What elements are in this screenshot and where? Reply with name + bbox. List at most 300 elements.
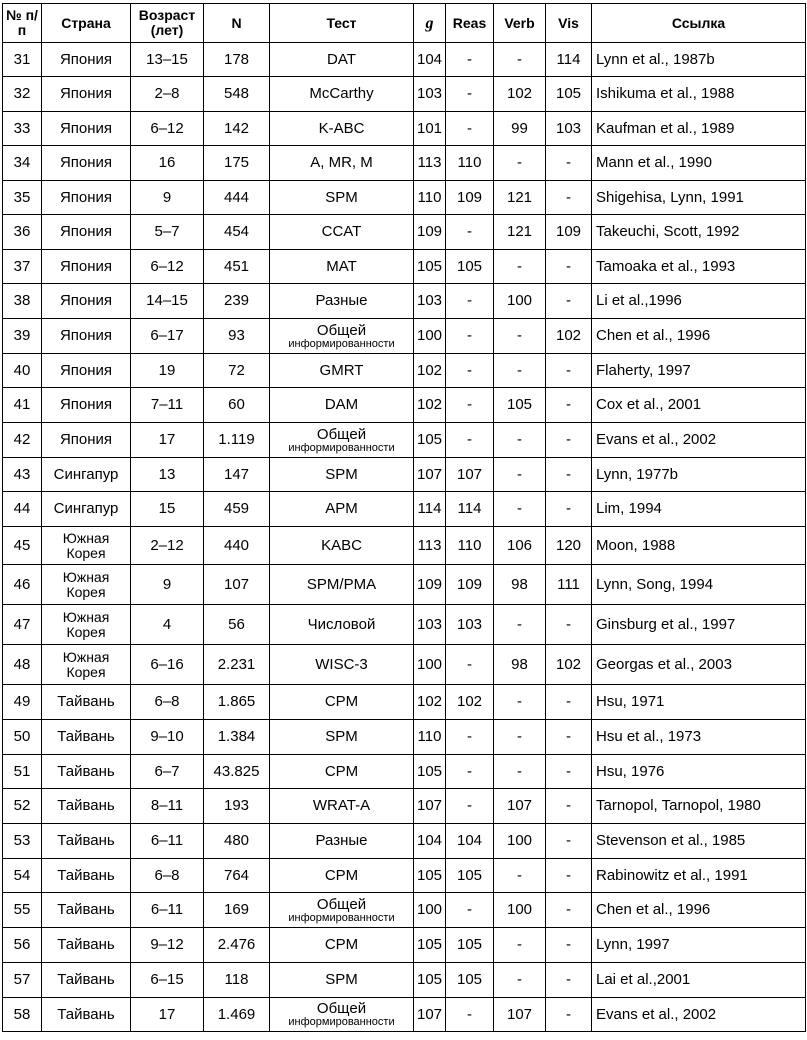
visual-score-cell: - [546,928,592,963]
visual-score-cell: - [546,824,592,859]
reference-cell: Chen et al., 1996 [592,893,806,928]
age-cell: 8–11 [131,789,204,824]
header-n: N [204,4,270,43]
row-number-cell: 51 [3,755,42,789]
row-number-cell: 33 [3,112,42,146]
test-cell [270,319,414,354]
test-cell: SPM/PMA [270,565,414,605]
header-g: g [414,4,446,43]
reasoning-score-cell: - [446,319,494,354]
table-row [3,319,806,354]
g-score-cell: 102 [414,685,446,720]
row-number-cell: 55 [3,893,42,928]
row-number-cell: 48 [3,645,42,685]
age-cell: 6–12 [131,250,204,284]
reference-cell: Ishikuma et al., 1988 [592,77,806,112]
g-score-cell: 101 [414,112,446,146]
age-cell: 2–12 [131,527,204,565]
country-cell: Япония [42,250,131,284]
visual-score-cell: - [546,859,592,893]
reference-cell: Ginsburg et al., 1997 [592,605,806,645]
row-number-cell: 56 [3,928,42,963]
sample-size-cell: 175 [204,146,270,181]
verbal-score-cell: - [494,43,546,77]
row-number-cell: 53 [3,824,42,859]
table-row [3,789,806,824]
header-ref: Ссылка [592,4,806,43]
verbal-score-cell: 100 [494,824,546,859]
test-cell: SPM [270,458,414,492]
test-name-line1: Общей [316,425,367,443]
sample-size-cell: 178 [204,43,270,77]
reference-cell: Lynn et al., 1987b [592,43,806,77]
age-cell: 6–11 [131,893,204,928]
reasoning-score-cell: 105 [446,963,494,998]
sample-size-cell: 43.825 [204,755,270,789]
verbal-score-cell: 98 [494,645,546,685]
age-cell: 6–16 [131,645,204,685]
reference-cell: Cox et al., 2001 [592,388,806,423]
age-cell: 15 [131,492,204,527]
sample-size-cell: 60 [204,388,270,423]
country-cell: Южная Корея [42,605,131,645]
row-number-cell: 52 [3,789,42,824]
country-cell: Тайвань [42,685,131,720]
sample-size-cell: 56 [204,605,270,645]
table-row [3,354,806,388]
reasoning-score-cell: - [446,645,494,685]
verbal-score-cell: - [494,605,546,645]
sample-size-cell: 764 [204,859,270,893]
visual-score-cell: - [546,250,592,284]
table-row [3,146,806,181]
reasoning-score-cell: 105 [446,250,494,284]
reasoning-score-cell: - [446,43,494,77]
verbal-score-cell: - [494,319,546,354]
visual-score-cell: - [546,458,592,492]
table-row [3,893,806,928]
country-cell: Южная Корея [42,645,131,685]
test-name-line2: информированности [288,337,395,350]
sample-size-cell: 451 [204,250,270,284]
table-row [3,928,806,963]
country-cell: Япония [42,181,131,215]
verbal-score-cell: - [494,354,546,388]
sample-size-cell: 193 [204,789,270,824]
age-cell: 13 [131,458,204,492]
verbal-score-cell: - [494,720,546,755]
country-cell: Тайвань [42,824,131,859]
table-row [3,859,806,893]
table-row [3,250,806,284]
reasoning-score-cell: 103 [446,605,494,645]
sample-size-cell: 454 [204,215,270,250]
country-cell: Япония [42,77,131,112]
reference-cell: Evans et al., 2002 [592,423,806,458]
header-country: Страна [42,4,131,43]
visual-score-cell: - [546,789,592,824]
sample-size-cell: 93 [204,319,270,354]
country-cell: Япония [42,423,131,458]
reference-cell: Chen et al., 1996 [592,319,806,354]
g-score-cell: 103 [414,284,446,319]
row-number-cell: 32 [3,77,42,112]
reference-cell: Lynn, 1977b [592,458,806,492]
visual-score-cell: - [546,685,592,720]
verbal-score-cell: - [494,755,546,789]
row-number-cell: 45 [3,527,42,565]
country-cell: Япония [42,146,131,181]
reference-cell: Takeuchi, Scott, 1992 [592,215,806,250]
table-row [3,998,806,1032]
reasoning-score-cell: 105 [446,859,494,893]
reference-cell: Li et al.,1996 [592,284,806,319]
g-score-cell: 105 [414,423,446,458]
age-cell: 6–11 [131,824,204,859]
sample-size-cell: 548 [204,77,270,112]
age-cell: 9 [131,565,204,605]
visual-score-cell: - [546,605,592,645]
reasoning-score-cell: - [446,112,494,146]
g-score-cell: 100 [414,319,446,354]
g-score-cell: 110 [414,720,446,755]
row-number-cell: 58 [3,998,42,1032]
sample-size-cell: 142 [204,112,270,146]
age-cell: 17 [131,423,204,458]
verbal-score-cell: 121 [494,181,546,215]
test-cell: Числовой [270,605,414,645]
age-cell: 5–7 [131,215,204,250]
sample-size-cell: 239 [204,284,270,319]
test-cell: A, MR, M [270,146,414,181]
verbal-score-cell: - [494,423,546,458]
g-score-cell: 102 [414,354,446,388]
test-cell: MAT [270,250,414,284]
g-score-cell: 105 [414,755,446,789]
reasoning-score-cell: - [446,755,494,789]
reference-cell: Moon, 1988 [592,527,806,565]
test-cell: DAM [270,388,414,423]
reasoning-score-cell: 104 [446,824,494,859]
row-number-cell: 57 [3,963,42,998]
row-number-cell: 37 [3,250,42,284]
sample-size-cell: 169 [204,893,270,928]
country-cell: Япония [42,284,131,319]
visual-score-cell: - [546,492,592,527]
age-cell: 16 [131,146,204,181]
test-cell: CPM [270,685,414,720]
sample-size-cell: 72 [204,354,270,388]
country-cell: Япония [42,388,131,423]
row-number-cell: 43 [3,458,42,492]
country-cell: Япония [42,215,131,250]
table-row [3,527,806,565]
reference-cell: Tamoaka et al., 1993 [592,250,806,284]
table-row [3,963,806,998]
test-cell: SPM [270,720,414,755]
visual-score-cell: - [546,893,592,928]
row-number-cell: 42 [3,423,42,458]
country-cell: Тайвань [42,963,131,998]
visual-score-cell: 111 [546,565,592,605]
reference-cell: Evans et al., 2002 [592,998,806,1032]
reference-cell: Shigehisa, Lynn, 1991 [592,181,806,215]
test-cell: APM [270,492,414,527]
test-cell: CPM [270,755,414,789]
reasoning-score-cell: - [446,388,494,423]
header-reas: Reas [446,4,494,43]
verbal-score-cell: 102 [494,77,546,112]
table-row [3,388,806,423]
visual-score-cell: - [546,998,592,1032]
visual-score-cell: 102 [546,319,592,354]
country-cell: Тайвань [42,720,131,755]
row-number-cell: 38 [3,284,42,319]
g-score-cell: 114 [414,492,446,527]
verbal-score-cell: 106 [494,527,546,565]
header-num: № п/п [3,4,42,43]
test-cell [270,893,414,928]
country-cell: Тайвань [42,789,131,824]
g-score-cell: 109 [414,215,446,250]
visual-score-cell: 105 [546,77,592,112]
test-name-line1: Общей [316,895,367,913]
age-cell: 13–15 [131,43,204,77]
table-row [3,824,806,859]
reasoning-score-cell: 114 [446,492,494,527]
test-name-line2: информированности [288,441,395,454]
reasoning-score-cell: - [446,789,494,824]
g-score-cell: 113 [414,146,446,181]
table-row [3,43,806,77]
test-cell: Разные [270,284,414,319]
verbal-score-cell: 100 [494,284,546,319]
g-score-cell: 105 [414,250,446,284]
g-score-cell: 109 [414,565,446,605]
age-cell: 6–8 [131,859,204,893]
visual-score-cell: - [546,755,592,789]
reasoning-score-cell: - [446,998,494,1032]
country-cell: Южная Корея [42,527,131,565]
g-score-cell: 103 [414,605,446,645]
reasoning-score-cell: 105 [446,928,494,963]
visual-score-cell: 120 [546,527,592,565]
age-cell: 19 [131,354,204,388]
visual-score-cell: 114 [546,43,592,77]
verbal-score-cell: 107 [494,789,546,824]
verbal-score-cell: 98 [494,565,546,605]
g-score-cell: 105 [414,963,446,998]
reasoning-score-cell: 109 [446,565,494,605]
country-cell: Южная Корея [42,565,131,605]
country-cell: Сингапур [42,458,131,492]
country-cell: Тайвань [42,859,131,893]
reference-cell: Hsu, 1971 [592,685,806,720]
verbal-score-cell: 105 [494,388,546,423]
reference-cell: Hsu et al., 1973 [592,720,806,755]
country-cell: Япония [42,43,131,77]
row-number-cell: 34 [3,146,42,181]
visual-score-cell: - [546,423,592,458]
test-cell: DAT [270,43,414,77]
visual-score-cell: - [546,720,592,755]
table-row [3,284,806,319]
sample-size-cell: 1.384 [204,720,270,755]
reference-cell: Kaufman et al., 1989 [592,112,806,146]
country-cell: Япония [42,354,131,388]
sample-size-cell: 480 [204,824,270,859]
verbal-score-cell: - [494,458,546,492]
age-cell: 7–11 [131,388,204,423]
row-number-cell: 49 [3,685,42,720]
sample-size-cell: 1.469 [204,998,270,1032]
table-row [3,423,806,458]
country-cell: Япония [42,112,131,146]
reference-cell: Hsu, 1976 [592,755,806,789]
age-cell: 9–12 [131,928,204,963]
reasoning-score-cell: - [446,893,494,928]
reasoning-score-cell: - [446,77,494,112]
g-score-cell: 107 [414,998,446,1032]
test-cell: SPM [270,963,414,998]
reasoning-score-cell: - [446,354,494,388]
sample-size-cell: 444 [204,181,270,215]
country-cell: Тайвань [42,755,131,789]
table-row [3,720,806,755]
reference-cell: Georgas et al., 2003 [592,645,806,685]
g-score-cell: 103 [414,77,446,112]
reference-cell: Lai et al.,2001 [592,963,806,998]
header-row [3,4,806,43]
verbal-score-cell: - [494,859,546,893]
visual-score-cell: - [546,181,592,215]
table-body [3,43,806,1032]
sample-size-cell: 147 [204,458,270,492]
row-number-cell: 40 [3,354,42,388]
reasoning-score-cell: 110 [446,146,494,181]
visual-score-cell: 109 [546,215,592,250]
reasoning-score-cell: 102 [446,685,494,720]
age-cell: 6–17 [131,319,204,354]
data-table [2,3,806,1032]
verbal-score-cell: - [494,146,546,181]
verbal-score-cell: 107 [494,998,546,1032]
header-vis: Vis [546,4,592,43]
verbal-score-cell: - [494,963,546,998]
sample-size-cell: 2.476 [204,928,270,963]
test-cell [270,423,414,458]
visual-score-cell: - [546,388,592,423]
table-row [3,215,806,250]
header-age: Возраст (лет) [131,4,204,43]
reference-cell: Tarnopol, Tarnopol, 1980 [592,789,806,824]
test-name-line1: Общей [316,321,367,339]
sample-size-cell: 1.865 [204,685,270,720]
test-cell: GMRT [270,354,414,388]
country-cell: Тайвань [42,928,131,963]
g-score-cell: 110 [414,181,446,215]
row-number-cell: 47 [3,605,42,645]
reference-cell: Lynn, 1997 [592,928,806,963]
reasoning-score-cell: 110 [446,527,494,565]
table-row [3,755,806,789]
age-cell: 9 [131,181,204,215]
reasoning-score-cell: 107 [446,458,494,492]
g-score-cell: 102 [414,388,446,423]
age-cell: 2–8 [131,77,204,112]
reference-cell: Rabinowitz et al., 1991 [592,859,806,893]
visual-score-cell: 102 [546,645,592,685]
visual-score-cell: 103 [546,112,592,146]
test-name-line2: информированности [288,1016,395,1028]
sample-size-cell: 107 [204,565,270,605]
g-score-cell: 100 [414,893,446,928]
header-test: Тест [270,4,414,43]
test-name-line2: информированности [288,911,395,924]
reference-cell: Stevenson et al., 1985 [592,824,806,859]
test-cell: WRAT-A [270,789,414,824]
test-cell: Разные [270,824,414,859]
verbal-score-cell: 100 [494,893,546,928]
table-row [3,112,806,146]
age-cell: 14–15 [131,284,204,319]
table-row [3,181,806,215]
row-number-cell: 36 [3,215,42,250]
age-cell: 6–8 [131,685,204,720]
sample-size-cell: 1.119 [204,423,270,458]
sample-size-cell: 440 [204,527,270,565]
table-row [3,605,806,645]
table-row [3,565,806,605]
g-score-cell: 104 [414,43,446,77]
table-row [3,77,806,112]
visual-score-cell: - [546,284,592,319]
verbal-score-cell: 121 [494,215,546,250]
test-cell: WISC-3 [270,645,414,685]
country-cell: Япония [42,319,131,354]
table-row [3,458,806,492]
test-cell: CPM [270,859,414,893]
row-number-cell: 46 [3,565,42,605]
verbal-score-cell: 99 [494,112,546,146]
test-cell: CPM [270,928,414,963]
row-number-cell: 54 [3,859,42,893]
age-cell: 6–15 [131,963,204,998]
reasoning-score-cell: - [446,423,494,458]
header-verb: Verb [494,4,546,43]
row-number-cell: 44 [3,492,42,527]
row-number-cell: 41 [3,388,42,423]
country-cell: Тайвань [42,998,131,1032]
age-cell: 17 [131,998,204,1032]
country-cell: Сингапур [42,492,131,527]
table-row [3,492,806,527]
table-row [3,645,806,685]
test-cell [270,998,414,1032]
visual-score-cell: - [546,146,592,181]
g-score-cell: 113 [414,527,446,565]
age-cell: 4 [131,605,204,645]
g-score-cell: 104 [414,824,446,859]
g-score-cell: 105 [414,859,446,893]
row-number-cell: 35 [3,181,42,215]
g-score-cell: 107 [414,458,446,492]
row-number-cell: 39 [3,319,42,354]
table-row [3,685,806,720]
reasoning-score-cell: - [446,284,494,319]
test-cell: K-ABC [270,112,414,146]
reasoning-score-cell: 109 [446,181,494,215]
